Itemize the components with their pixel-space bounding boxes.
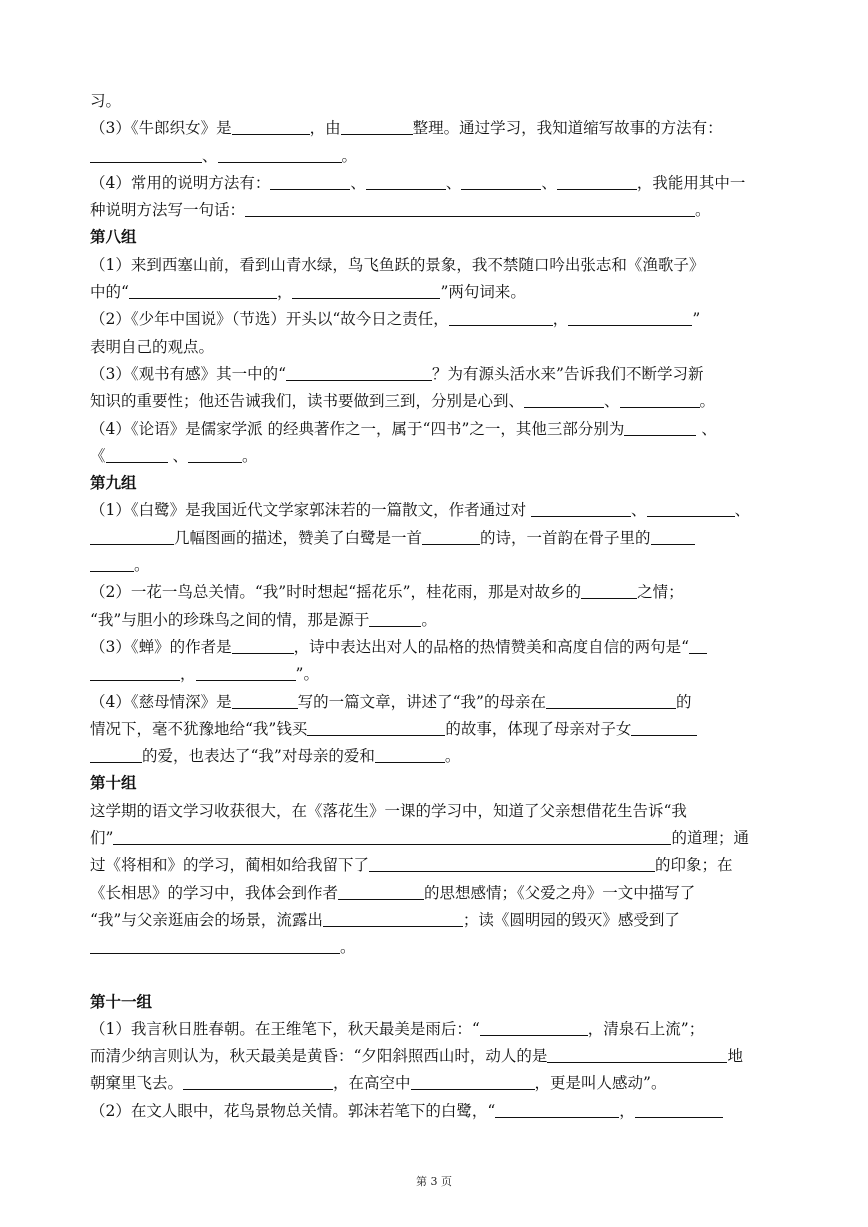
line-text: 知识的重要性；他还告诫我们，读书要做到三到，分别是心到、 (90, 392, 525, 411)
line-text: 、 (631, 501, 647, 520)
fill-in-blank[interactable] (689, 637, 707, 654)
line-text: 整理。通过学习，我知道缩写故事的方法有： (412, 119, 723, 138)
text-line (90, 143, 780, 170)
line-text: ；读《圆明园的毁灭》感受到了 (462, 910, 680, 929)
fill-in-blank[interactable] (557, 173, 637, 190)
line-text: 表明自己的观点。 (90, 337, 215, 356)
fill-in-blank[interactable] (183, 1074, 333, 1091)
line-text: 。 (444, 747, 461, 766)
fill-in-blank[interactable] (581, 583, 637, 600)
fill-in-blank[interactable] (292, 283, 440, 300)
fill-in-blank[interactable] (232, 119, 310, 136)
line-text: 过《将相和》的学习，蔺相如给我留下了 (90, 856, 370, 875)
text-line (90, 852, 780, 879)
text-line (90, 443, 780, 470)
line-text: 《长相思》的学习中，我体会到作者 (90, 883, 339, 902)
text-line (90, 197, 780, 224)
fill-in-blank[interactable] (366, 173, 446, 190)
fill-in-blank[interactable] (568, 310, 692, 327)
line-text: 第十一组 (90, 992, 153, 1011)
line-text: 《 (90, 446, 106, 465)
text-line (90, 552, 780, 579)
line-text: 、 (734, 501, 751, 520)
text-line (90, 1016, 780, 1043)
fill-in-blank[interactable] (90, 528, 174, 545)
line-text: （3）《牛郎织女》是 (90, 119, 232, 138)
fill-in-blank[interactable] (369, 610, 421, 627)
line-text: （2）《少年中国说》（节选）开头以“故今日之责任， (90, 310, 449, 329)
fill-in-blank[interactable] (196, 665, 296, 682)
fill-in-blank[interactable] (90, 556, 134, 573)
line-text: ， (276, 283, 293, 302)
line-text: 。 (340, 938, 356, 957)
line-text: 。 (695, 201, 711, 220)
line-text: 地 (727, 1047, 743, 1066)
line-text: ，我能用其中一 (636, 173, 746, 192)
fill-in-blank[interactable] (369, 856, 655, 873)
fill-in-blank[interactable] (620, 392, 700, 409)
fill-in-blank[interactable] (546, 692, 676, 709)
text-line (90, 798, 780, 825)
fill-in-blank[interactable] (113, 829, 671, 846)
line-text: ，在高空中 (333, 1074, 411, 1093)
line-text: 。 (134, 556, 150, 575)
line-text: “我”与胆小的珍珠鸟之间的情，那是源于 (90, 610, 370, 629)
fill-in-blank[interactable] (422, 528, 480, 545)
text-line (90, 579, 780, 606)
line-text: ”。 (295, 665, 319, 684)
fill-in-blank[interactable] (90, 747, 142, 764)
fill-in-blank[interactable] (338, 883, 424, 900)
fill-in-blank[interactable] (270, 173, 350, 190)
line-text: （2）在文人眼中，花鸟景物总关情。郭沫若笔下的白鹭，“ (90, 1101, 496, 1120)
section-spacer (90, 962, 780, 989)
text-line (90, 525, 780, 552)
fill-in-blank[interactable] (90, 938, 340, 955)
line-text: （2）一花一鸟总关情。“我”时时想起“摇花乐”，桂花雨，那是对故乡的 (90, 583, 582, 602)
line-text: 几幅图画的描述，赞美了白鹭是一首 (174, 528, 423, 547)
fill-in-blank[interactable] (631, 719, 697, 736)
text-line (90, 170, 780, 197)
line-text: （3）《蝉》的作者是 (90, 637, 232, 656)
fill-in-blank[interactable] (218, 146, 342, 163)
fill-in-blank[interactable] (647, 501, 735, 518)
fill-in-blank[interactable] (232, 692, 298, 709)
line-text: 第八组 (90, 228, 137, 247)
text-line (90, 689, 780, 716)
fill-in-blank[interactable] (495, 1101, 619, 1118)
text-line (90, 907, 780, 934)
fill-in-blank[interactable] (232, 637, 294, 654)
page-number: 第 3 页 (416, 1175, 452, 1188)
line-text: ，清泉石上流”； (587, 1019, 705, 1038)
line-text: 。 (341, 146, 358, 165)
line-text: （4）《论语》是儒家学派 的经典著作之一，属于“四书”之一，其他三部分别为 (90, 419, 625, 438)
line-text: ， (552, 310, 569, 329)
text-line (90, 88, 780, 115)
text-line (90, 361, 780, 388)
fill-in-blank[interactable] (129, 283, 277, 300)
text-line (90, 934, 780, 961)
text-line (90, 716, 780, 743)
fill-in-blank[interactable] (341, 119, 413, 136)
text-line (90, 825, 780, 852)
fill-in-blank[interactable] (188, 446, 242, 463)
line-text: （1）我言秋日胜春朝。在王维笔下，秋天最美是雨后：“ (90, 1019, 480, 1038)
line-text: 、 (167, 446, 188, 465)
line-text: 这学期的语文学习收获很大，在《落花生》一课的学习中，知道了父亲想借花生告诉“我 (90, 801, 687, 820)
fill-in-blank[interactable] (635, 1101, 723, 1118)
line-text: ？为有源头活水来”告诉我们不断学习新 (432, 364, 704, 383)
fill-in-blank[interactable] (106, 446, 168, 463)
fill-in-blank[interactable] (480, 1019, 588, 1036)
line-text: 的思想感情；《父爱之舟》一文中描写了 (424, 883, 696, 902)
line-text: ，诗中表达出对人的品格的热情赞美和高度自信的两句是“ (293, 637, 690, 656)
line-text: ， (180, 665, 196, 684)
group-heading (90, 470, 780, 497)
line-text: （4）常用的说明方法有： (90, 173, 271, 192)
line-text: 写的一篇文章，讲述了“我”的母亲在 (297, 692, 546, 711)
line-text: 情况下，毫不犹豫地给“我”钱买 (90, 719, 308, 738)
line-text: ”两句词来。 (440, 283, 526, 302)
line-text: 、 (202, 146, 218, 165)
text-line (90, 1098, 780, 1125)
text-line (90, 334, 780, 361)
text-line (90, 743, 780, 770)
group-heading (90, 224, 780, 251)
text-line (90, 607, 780, 634)
text-line (90, 416, 780, 443)
text-line (90, 1070, 780, 1097)
line-text: 们” (90, 829, 114, 848)
text-line (90, 252, 780, 279)
line-text: 之情； (637, 583, 684, 602)
line-text: （1）来到西塞山前，看到山青水绿，鸟飞鱼跃的景象，我不禁随口吟出张志和《渔歌子》 (90, 255, 705, 274)
line-text: 朝窠里飞去。 (90, 1074, 184, 1093)
line-text: 、 (541, 173, 557, 192)
fill-in-blank[interactable] (307, 719, 445, 736)
line-text: （4）《慈母情深》是 (90, 692, 232, 711)
fill-in-blank[interactable] (461, 173, 541, 190)
line-text: 。 (699, 392, 716, 411)
line-text: ，由 (309, 119, 341, 138)
line-text: 中的“ (90, 283, 129, 302)
text-line (90, 661, 780, 688)
text-line (90, 497, 780, 524)
text-line (90, 634, 780, 661)
group-heading (90, 989, 780, 1016)
line-text: ” (692, 310, 701, 329)
line-text: 第九组 (90, 474, 137, 493)
text-line (90, 1043, 780, 1070)
text-line (90, 306, 780, 333)
line-text: 的爱，也表达了“我”对母亲的爱和 (142, 747, 375, 766)
group-heading (90, 770, 780, 797)
fill-in-blank[interactable] (375, 747, 445, 764)
line-text: 习。 (90, 92, 122, 110)
line-text: （1）《白鹭》是我国近代文学家郭沫若的一篇散文，作者通过对 (90, 501, 532, 520)
fill-in-blank[interactable] (90, 146, 202, 163)
fill-in-blank[interactable] (531, 501, 631, 518)
text-line (90, 115, 780, 142)
line-text: 的诗，一首韵在骨子里的 (480, 528, 651, 547)
line-text: 。 (421, 610, 437, 629)
fill-in-blank[interactable] (245, 201, 695, 218)
line-text: 、 (696, 419, 717, 438)
fill-in-blank[interactable] (524, 392, 604, 409)
fill-in-blank[interactable] (90, 665, 180, 682)
text-line (90, 279, 780, 306)
fill-in-blank[interactable] (624, 419, 696, 436)
line-text: 第十组 (90, 774, 137, 793)
fill-in-blank[interactable] (449, 310, 553, 327)
worksheet-content (90, 88, 780, 1125)
line-text: 的道理；通 (671, 829, 749, 848)
line-text: ， (619, 1101, 635, 1120)
line-text: 而清少纳言则认为，秋天最美是黄昏：“夕阳斜照西山时，动人的是 (90, 1047, 548, 1066)
line-text: （3）《观书有感》其一中的“ (90, 364, 287, 383)
text-line (90, 388, 780, 415)
fill-in-blank[interactable] (323, 910, 463, 927)
fill-in-blank[interactable] (547, 1047, 727, 1064)
line-text: “我”与父亲逛庙会的场景，流露出 (90, 910, 323, 929)
fill-in-blank[interactable] (411, 1074, 535, 1091)
fill-in-blank[interactable] (286, 364, 432, 381)
fill-in-blank[interactable] (651, 528, 695, 545)
line-text: 种说明方法写一句话： (90, 201, 246, 220)
line-text: 、 (350, 173, 366, 192)
line-text: 、 (445, 173, 462, 192)
text-line (90, 880, 780, 907)
line-text: 。 (241, 446, 258, 465)
line-text: 的印象；在 (655, 856, 733, 875)
line-text: 的故事，体现了母亲对子女 (445, 719, 632, 738)
line-text: ，更是叫人感动”。 (534, 1074, 667, 1093)
line-text: 的 (675, 692, 692, 711)
line-text: 、 (604, 392, 620, 411)
